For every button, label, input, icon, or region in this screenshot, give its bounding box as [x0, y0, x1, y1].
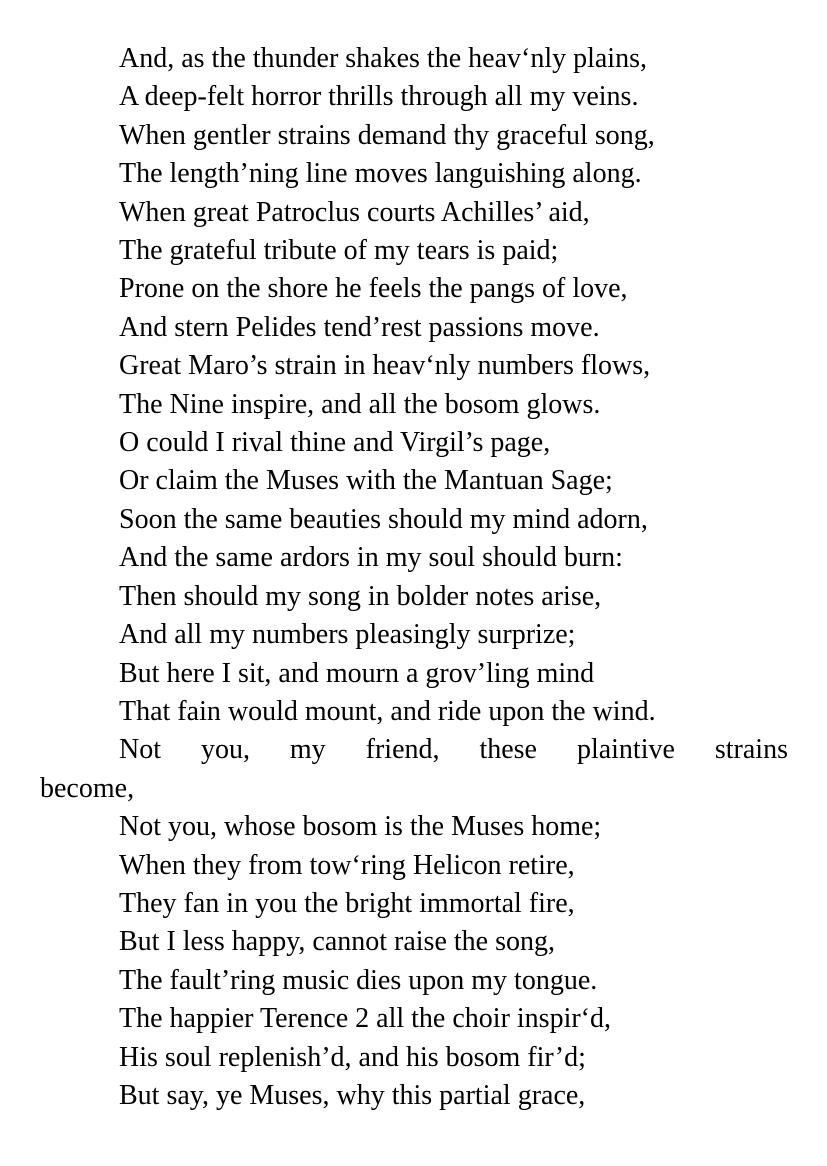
- poem-word: strains: [714, 734, 788, 766]
- poem-line: Prone on the shore he feels the pangs of love,: [119, 273, 628, 305]
- poem-line-continuation: become,: [40, 772, 135, 804]
- poem-line: Great Maro’s strain in heav‘nly numbers flows,: [119, 350, 651, 382]
- poem-line: And the same ardors in my soul should burn:: [119, 542, 623, 574]
- poem-line: Or claim the Muses with the Mantuan Sage;: [119, 465, 613, 497]
- poem-line: When they from tow‘ring Helicon retire,: [119, 849, 575, 881]
- poem-line: The Nine inspire, and all the bosom glows.: [119, 388, 601, 420]
- poem-line: They fan in you the bright immortal fire,: [119, 887, 575, 919]
- poem-line: O could I rival thine and Virgil’s page,: [119, 427, 551, 459]
- poem-word: plaintive: [576, 734, 675, 766]
- poem-line: And stern Pelides tend’rest passions move.: [119, 311, 600, 343]
- poem-word: my: [289, 734, 326, 766]
- poem-line: And all my numbers pleasingly surprize;: [119, 619, 576, 651]
- poem-line: And, as the thunder shakes the heav‘nly plains,: [119, 43, 647, 74]
- poem-text: [40, 40, 788, 1115]
- poem-line: The length’ning line moves languishing along.: [119, 158, 642, 190]
- poem-line: But I less happy, cannot raise the song,: [119, 926, 555, 958]
- poem-line: A deep-felt horror thrills through all my veins.: [119, 81, 639, 113]
- poem-word: friend,: [365, 734, 440, 766]
- poem-line: But say, ye Muses, why this partial grace,: [119, 1079, 586, 1111]
- poem-line: His soul replenish’d, and his bosom fir’d;: [119, 1041, 586, 1073]
- poem-line: When great Patroclus courts Achilles’ aid,: [119, 196, 590, 228]
- poem-line: But here I sit, and mourn a grov’ling mind: [119, 657, 595, 689]
- poem-word: you,: [200, 734, 250, 766]
- poem-line: When gentler strains demand thy graceful song,: [119, 119, 655, 151]
- poem-line: The grateful tribute of my tears is paid;: [119, 235, 559, 267]
- poem-line: The fault’ring music dies upon my tongue.: [119, 964, 598, 996]
- poem-line: The happier Terence 2 all the choir inspir‘d,: [119, 1003, 611, 1035]
- poem-line: Not you, whose bosom is the Muses home;: [119, 811, 602, 843]
- poem-word: Not: [119, 734, 161, 766]
- poem-line-justified: [40, 731, 788, 769]
- poem-line: That fain would mount, and ride upon the wind.: [119, 695, 656, 727]
- poem-line: Then should my song in bolder notes arise,: [119, 580, 602, 612]
- poem-line: Soon the same beauties should my mind adorn,: [119, 503, 648, 535]
- poem-word: these: [479, 734, 537, 766]
